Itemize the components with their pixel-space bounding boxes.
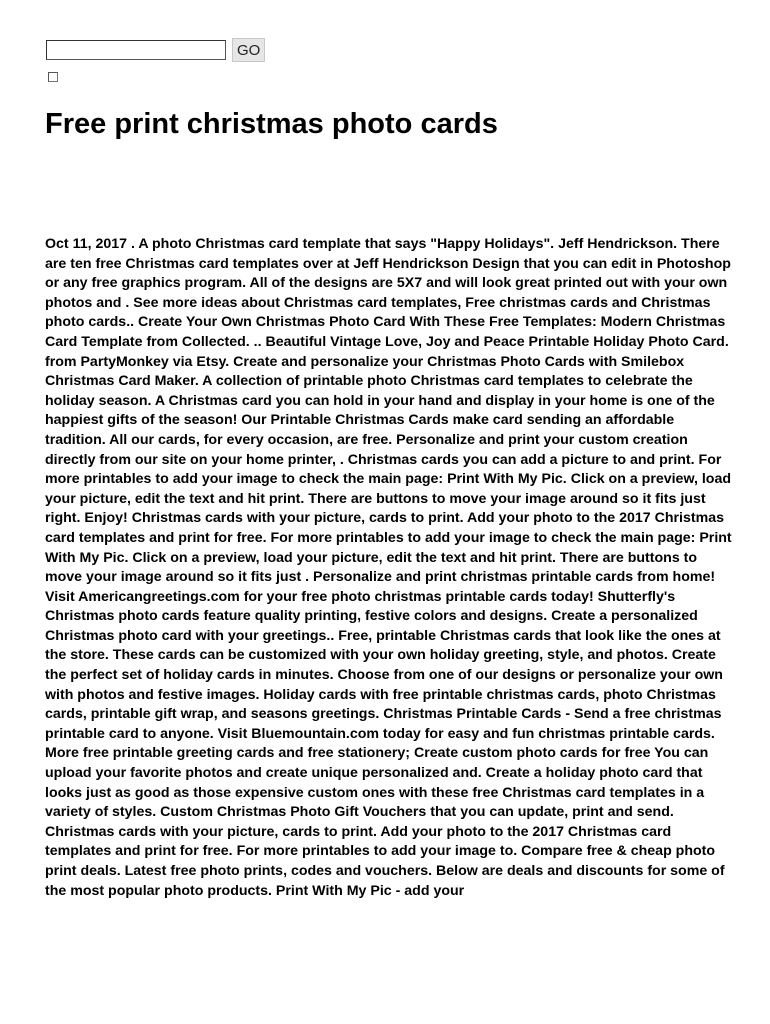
page-title: Free print christmas photo cards bbox=[45, 108, 498, 140]
go-button[interactable]: GO bbox=[232, 38, 265, 62]
checkbox[interactable] bbox=[48, 72, 58, 82]
article-body: Oct 11, 2017 . A photo Christmas card template that says "Happy Holidays". Jeff Hendrickson. There are ten free Christmas card templates over at Jeff Hendrickson Design that you can edit in Photoshop or any free graphics program. All of the designs are 5X7 and will look great printed out with your own photos and . See more ideas about Christmas card templates, Free christmas cards and Christmas photo cards.. Create Your Own Christmas Photo Card With These Free Templates: Modern Christmas Card Template from Collected. .. Beautiful Vintage Love, Joy and Peace Printable Holiday Photo Card. from PartyMonkey via Etsy. Create and personalize your Christmas Photo Cards with Smilebox Christmas Card Maker. A collection of printable photo Christmas card templates to celebrate the holiday season. A Christmas card you can hold in your hand and display in your home is one of the happiest gifts of the season! Our Printable Christmas Cards make card sending an affordable tradition. All our cards, for every occasion, are free. Personalize and print your custom creation directly from our site on your home printer, . Christmas cards you can add a picture to and print. For more printables to add your image to check the main page: Print With My Pic. Click on a preview, load your picture, edit the text and hit print. There are buttons to move your image around so it fits just right. Enjoy! Christmas cards with your picture, cards to print. Add your photo to the 2017 Christmas card templates and print for free. For more printables to add your image to check the main page: Print With My Pic. Click on a preview, load your picture, edit the text and hit print. There are buttons to move your image around so it fits just . Personalize and print christmas printable cards from home! Visit Americangreetings.com for your free photo christmas printable cards today! Shutterfly's Christmas photo cards feature quality printing, festive colors and designs. Create a personalized Christmas photo card with your greetings.. Free, printable Christmas cards that look like the ones at the store. These cards can be customized with your own holiday greeting, style, and photos. Create the perfect set of holiday cards in minutes. Choose from one of our designs or personalize your own with photos and festive images. Holiday cards with free printable christmas cards, photo Christmas cards, printable gift wrap, and seasons greetings. Christmas Printable Cards - Send a free christmas printable card to anyone. Visit Bluemountain.com today for easy and fun christmas printable cards. More free printable greeting cards and free stationery; Create custom photo cards for free You can upload your favorite photos and create unique personalized and. Create a holiday photo card that looks just as good as those expensive custom ones with these free Christmas card templates in a variety of styles. Custom Christmas Photo Gift Vouchers that you can update, print and send. Christmas cards with your picture, cards to print. Add your photo to the 2017 Christmas card templates and print for free. For more printables to add your image to. Compare free & cheap photo print deals. Latest free photo prints, codes and vouchers. Below are deals and discounts for some of the most popular photo products. Print With My Pic - add your bbox=[45, 236, 732, 899]
search-bar bbox=[46, 38, 265, 62]
search-input[interactable] bbox=[46, 40, 226, 60]
